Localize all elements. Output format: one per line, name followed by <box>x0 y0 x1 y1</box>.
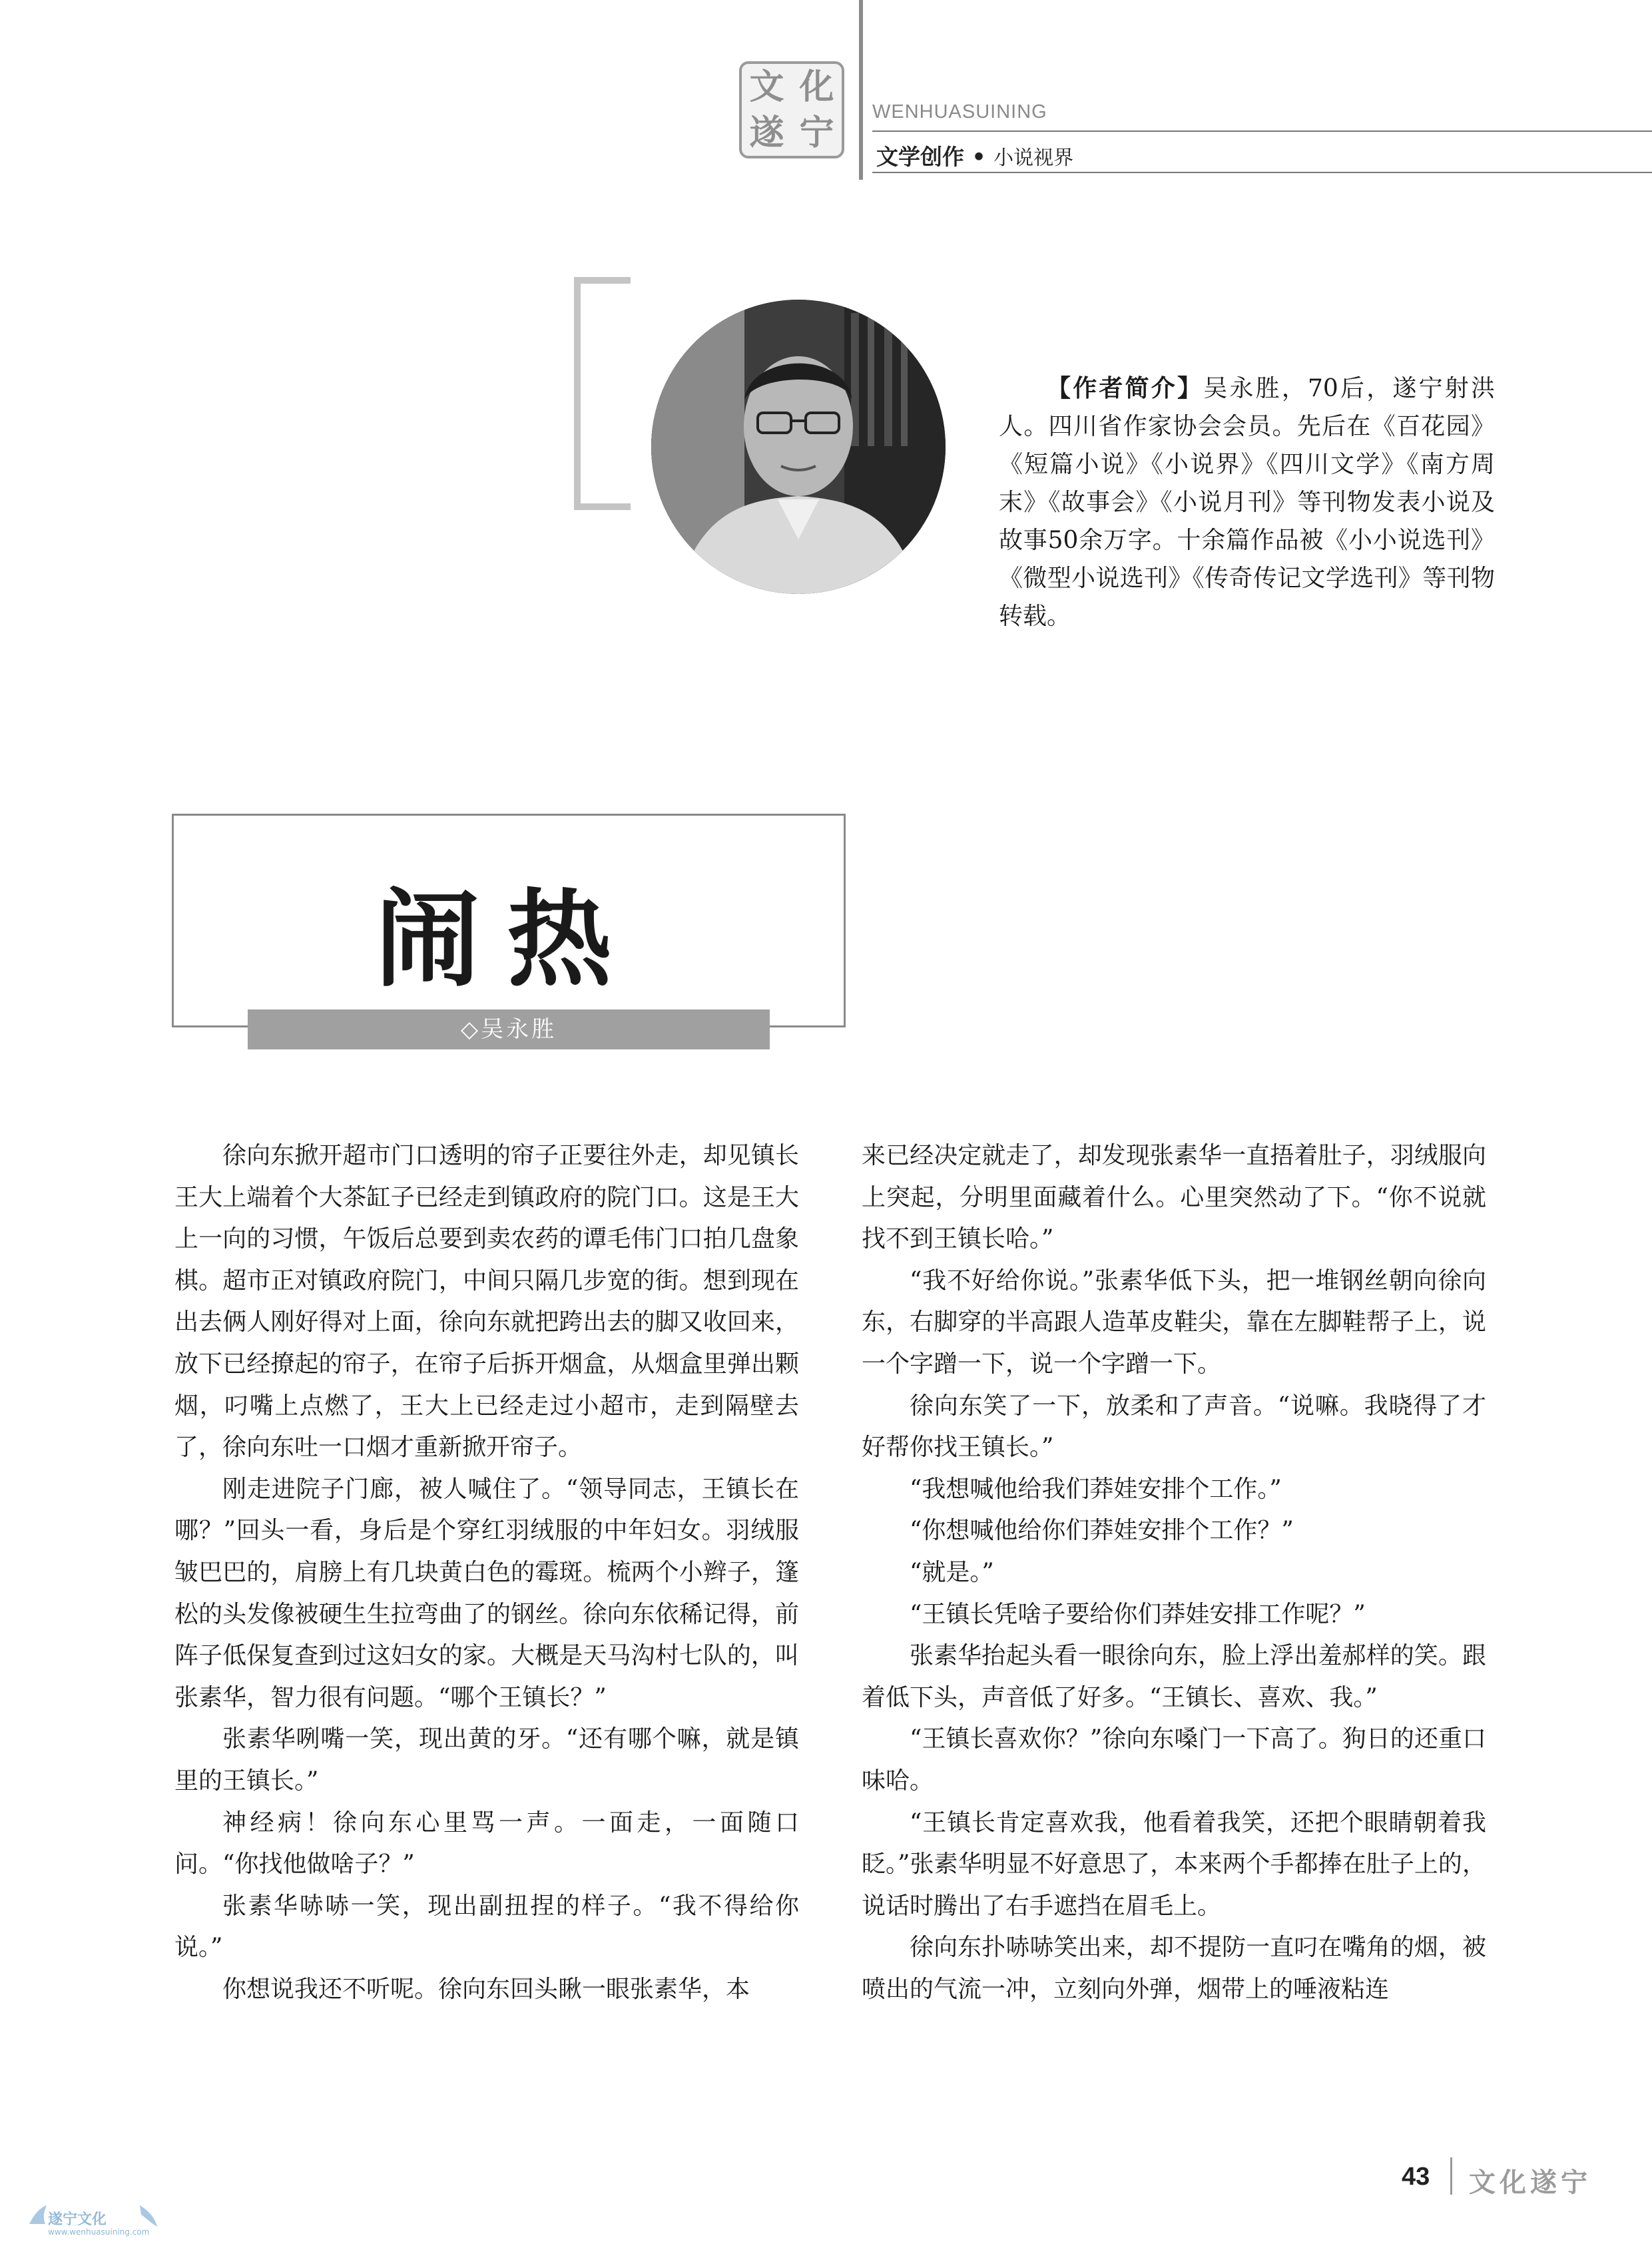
logo-char-1: 文 <box>749 66 784 107</box>
page-number: 43 <box>1402 2163 1430 2191</box>
logo-char-4: 宁 <box>799 112 834 153</box>
footer-divider <box>1450 2157 1452 2195</box>
subsection-name: 小说视界 <box>993 146 1074 170</box>
logo-char-2: 化 <box>799 66 834 107</box>
header-divider-vertical <box>859 0 863 180</box>
body-column-left <box>174 1135 799 2010</box>
watermark-url: www.wenhuasuining.com <box>48 2227 150 2237</box>
paragraph: 刚走进院子门廊，被人喊住了。“领导同志，王镇长在哪？”回头一看，身后是个穿红羽绒服的中年妇女。羽绒服皱巴巴的，肩膀上有几块黄白色的霉斑。梳两个小辫子，篷松的头发像被硬生生拉弯曲了的钢丝。徐向东依稀记得，前阵子低保复查到过这妇女的家。大概是天马沟村七队的，叫张素华，智力很有问题。“哪个王镇长？” <box>174 1475 799 1711</box>
logo-char-3: 遂 <box>749 112 784 153</box>
author-bio-paragraph <box>999 370 1495 635</box>
paragraph: 神经病！徐向东心里骂一声。一面走，一面随口问。“你找他做啥子？” <box>174 1809 799 1878</box>
paragraph-continued: 来已经决定就走了，却发现张素华一直捂着肚子，羽绒服向上突起，分明里面藏着什么。心里突然动了下。“你不说就找不到王镇长哈。” <box>862 1142 1486 1253</box>
paragraph: 张素华哧哧一笑，现出副扭捏的样子。“我不得给你说。” <box>174 1892 799 1962</box>
paragraph: 张素华抬起头看一眼徐向东，脸上浮出羞郝样的笑。跟着低下头，声音低了好多。“王镇长、喜欢、我。” <box>862 1642 1486 1711</box>
section-dot: • <box>971 144 994 170</box>
paragraph: 徐向东扑哧哧笑出来，却不提防一直叼在嘴角的烟，被喷出的气流一冲，立刻向外弹，烟带上的唾液粘连 <box>862 1934 1486 2003</box>
publication-logo <box>739 61 844 158</box>
paragraph: 徐向东掀开超市门口透明的帘子正要往外走，却见镇长王大上端着个大茶缸子已经走到镇政府的院门口。这是王大上一向的习惯，午饭后总要到卖农药的谭毛伟门口拍几盘象棋。超市正对镇政府院门，中间只隔几步宽的街。想到现在出去俩人刚好得对上面，徐向东就把跨出去的脚又收回来，放下已经撩起的帘子，在帘子后拆开烟盒，从烟盒里弹出颗烟，叼嘴上点燃了，王大上已经走过小超市，走到隔壁去了，徐向东吐一口烟才重新掀开帘子。 <box>174 1142 799 1462</box>
author-photo <box>651 300 946 594</box>
decorative-bracket <box>574 277 631 510</box>
header-rule-bottom <box>872 172 1652 173</box>
author-bio <box>999 370 1495 635</box>
paragraph: “我想喊他给我们莽娃安排个工作。” <box>910 1475 1282 1503</box>
article-title: 闹热 <box>375 879 639 1001</box>
publication-name-en: WENHUASUINING <box>872 101 1047 123</box>
section-name: 文学创作 <box>876 144 964 170</box>
paragraph: 张素华咧嘴一笑，现出黄的牙。“还有哪个嘛，就是镇里的王镇长。” <box>174 1725 799 1795</box>
author-portrait-image <box>651 300 946 594</box>
header-rule-top <box>872 131 1652 132</box>
section-label <box>876 140 1073 171</box>
author-bio-tag: 【作者简介】 <box>1047 375 1204 402</box>
author-bio-text: 吴永胜，70后，遂宁射洪人。四川省作家协会会员。先后在《百花园》《短篇小说》《小说界》《四川文学》《南方周末》《故事会》《小说月刊》等刊物发表小说及故事50余万字。十余篇作品被《小小说选刊》《微型小说选刊》《传奇传记文学选刊》等刊物转载。 <box>999 375 1495 630</box>
paragraph: “你想喊他给你们莽娃安排个工作？” <box>910 1517 1294 1545</box>
article-byline: ◇吴永胜 <box>248 1009 770 1049</box>
paragraph: “王镇长凭啥子要给你们莽娃安排工作呢？” <box>910 1600 1366 1628</box>
footer-publication-name: 文化遂宁 <box>1469 2167 1591 2198</box>
paragraph: “王镇长喜欢你？”徐向东嗓门一下高了。狗日的还重口味哈。 <box>862 1725 1486 1795</box>
watermark-text: 遂宁文化 <box>48 2211 107 2228</box>
paragraph: 你想说我还不听呢。徐向东回头瞅一眼张素华，本 <box>222 1975 750 2003</box>
body-column-right <box>862 1135 1486 2010</box>
paragraph: “王镇长肯定喜欢我，他看着我笑，还把个眼睛朝着我眨。”张素华明显不好意思了，本来两个手都捧在肚子上的，说话时腾出了右手遮挡在眉毛上。 <box>862 1809 1486 1920</box>
paragraph: 徐向东笑了一下，放柔和了声音。“说嘛。我晓得了才好帮你找王镇长。” <box>862 1392 1486 1462</box>
paragraph: “就是。” <box>910 1558 994 1586</box>
paragraph: “我不好给你说。”张素华低下头，把一堆钢丝朝向徐向东，右脚穿的半高跟人造革皮鞋尖，靠在左脚鞋帮子上，说一个字蹭一下，说一个字蹭一下。 <box>862 1266 1486 1378</box>
